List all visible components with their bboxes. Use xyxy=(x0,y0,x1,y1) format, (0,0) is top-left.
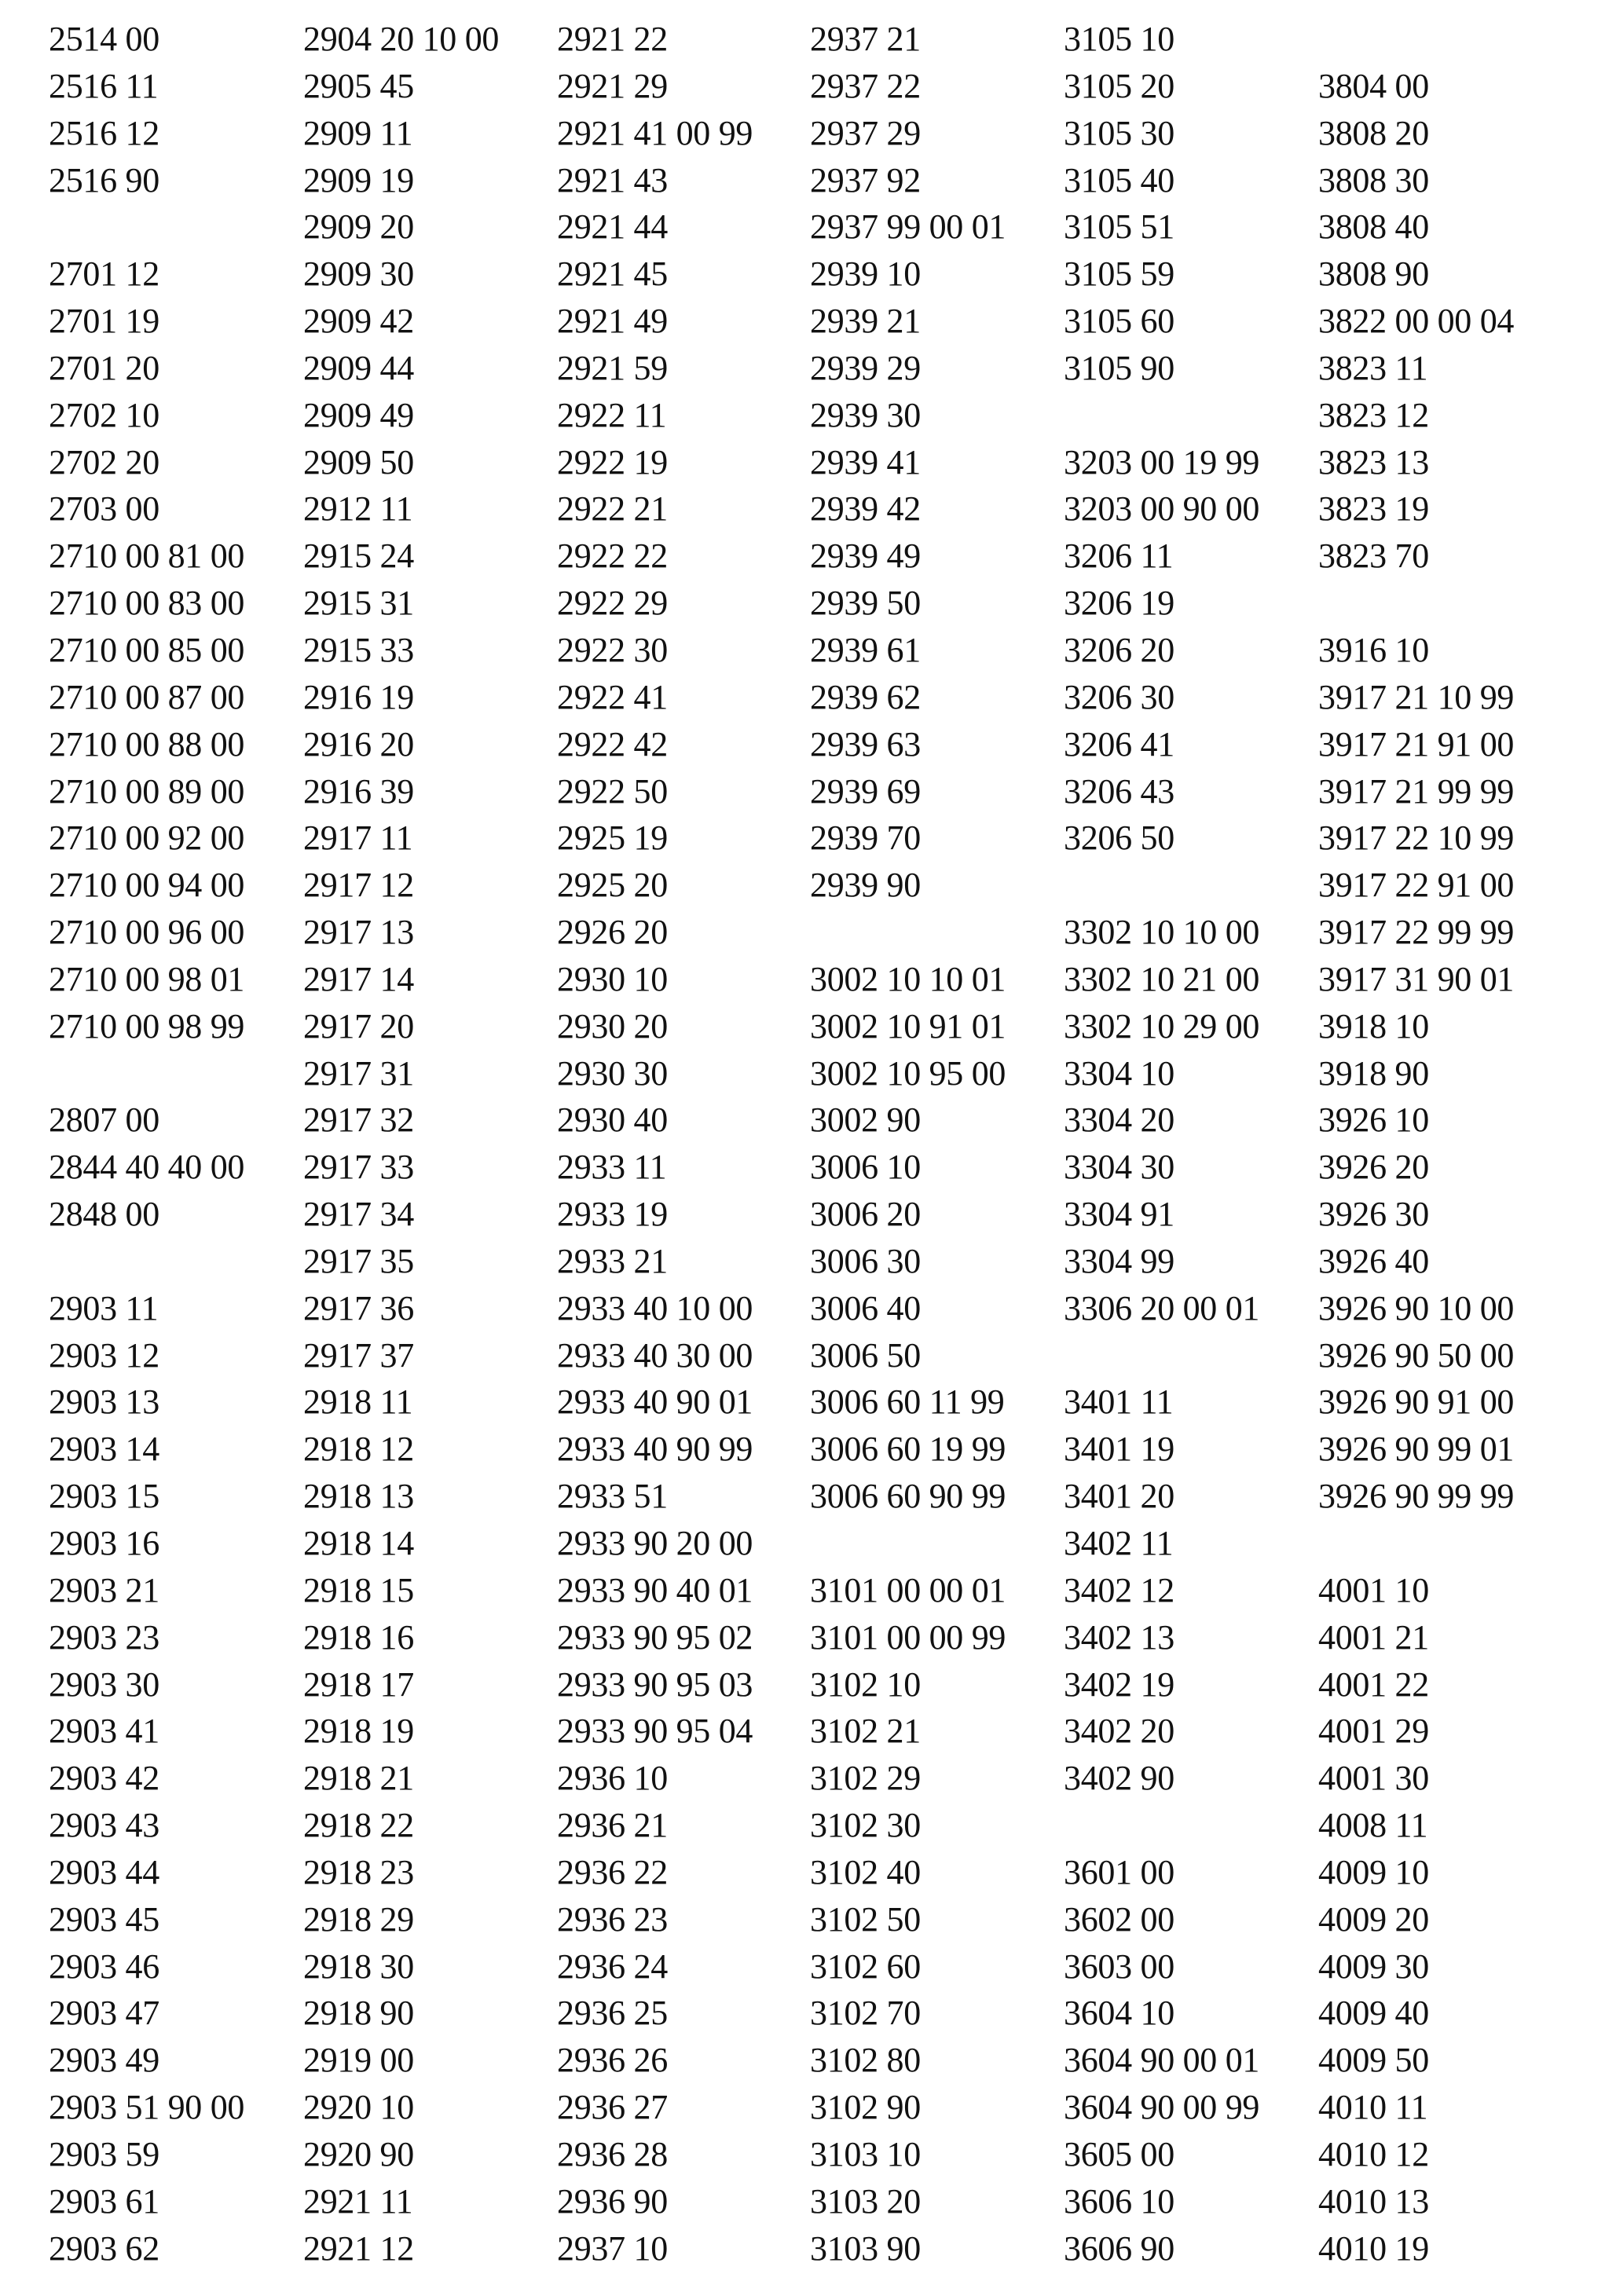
code-entry: 2925 19 xyxy=(557,818,668,858)
code-entry xyxy=(49,203,244,251)
code-entry: 2903 11 xyxy=(49,1288,159,1327)
code-entry: 3103 90 xyxy=(810,2228,921,2268)
code-entry: 3604 10 xyxy=(1064,1994,1174,2033)
code-entry: 3105 20 xyxy=(1064,66,1174,105)
code-entry: 3105 90 xyxy=(1064,348,1174,387)
code-entry: 3102 60 xyxy=(810,1946,921,1986)
code-entry: 2936 90 xyxy=(557,2181,668,2221)
code-entry: 2936 27 xyxy=(557,2088,668,2127)
code-entry: 2933 40 30 00 xyxy=(557,1335,753,1375)
code-entry: 2922 19 xyxy=(557,442,668,482)
code-entry: 2915 31 xyxy=(303,584,414,623)
code-entry: 4001 22 xyxy=(1318,1664,1429,1704)
code-entry: 3917 22 91 00 xyxy=(1318,866,1515,905)
code-entry: 2937 10 xyxy=(557,2228,668,2268)
code-entry: 2918 19 xyxy=(303,1712,414,1751)
code-entry: 3926 40 xyxy=(1318,1241,1429,1280)
code-entry: 2921 43 xyxy=(557,160,668,200)
code-entry: 4009 10 xyxy=(1318,1852,1429,1891)
code-entry: 2918 15 xyxy=(303,1570,414,1609)
code-entry: 2918 16 xyxy=(303,1617,414,1657)
code-entry: 2912 11 xyxy=(303,489,413,529)
code-entry: 3206 41 xyxy=(1064,724,1174,764)
code-column-6 xyxy=(1318,16,1514,2272)
code-entry: 2930 20 xyxy=(557,1006,668,1045)
code-entry: 2903 45 xyxy=(49,1899,159,1939)
code-entry: 2916 39 xyxy=(303,771,414,811)
code-entry: 4009 30 xyxy=(1318,1946,1429,1986)
code-entry: 3401 20 xyxy=(1064,1477,1174,1516)
code-entry: 3804 00 xyxy=(1318,66,1429,105)
code-entry: 2933 90 95 02 xyxy=(557,1617,753,1657)
code-entry: 2939 10 xyxy=(810,255,921,294)
code-entry: 2930 40 xyxy=(557,1100,668,1140)
code-entry: 2918 90 xyxy=(303,1994,414,2033)
code-column-2 xyxy=(303,16,499,2272)
code-entry: 2933 40 90 01 xyxy=(557,1382,753,1422)
code-entry: 2903 43 xyxy=(49,1806,159,1845)
code-entry: 2937 21 xyxy=(810,20,921,58)
code-entry: 2917 32 xyxy=(303,1100,414,1140)
code-entry: 3601 00 xyxy=(1064,1852,1174,1891)
code-entry: 3823 13 xyxy=(1318,442,1429,482)
code-entry: 3605 00 xyxy=(1064,2134,1174,2173)
code-entry: 3306 20 00 01 xyxy=(1064,1288,1260,1327)
code-entry: 3917 21 91 00 xyxy=(1318,724,1515,764)
code-entry: 2710 00 85 00 xyxy=(49,630,245,669)
code-entry: 2933 21 xyxy=(557,1241,668,1280)
code-entry: 2918 22 xyxy=(303,1806,414,1845)
code-entry: 3917 22 10 99 xyxy=(1318,818,1515,858)
code-entry xyxy=(810,1520,1006,1567)
code-entry: 2848 00 xyxy=(49,1195,159,1234)
code-entry: 2710 00 94 00 xyxy=(49,866,245,905)
code-entry: 2925 20 xyxy=(557,866,668,905)
code-entry: 2917 14 xyxy=(303,959,414,998)
code-entry: 3006 50 xyxy=(810,1335,921,1375)
code-entry: 3206 43 xyxy=(1064,771,1174,811)
code-entry: 3304 20 xyxy=(1064,1100,1174,1140)
code-entry: 2919 00 xyxy=(303,2041,414,2080)
code-entry: 3822 00 00 04 xyxy=(1318,302,1515,341)
code-entry: 2920 10 xyxy=(303,2088,414,2127)
code-entry: 3206 19 xyxy=(1064,584,1174,623)
code-column-1 xyxy=(49,16,244,2272)
code-entry: 3823 11 xyxy=(1318,348,1428,387)
code-entry: 2918 21 xyxy=(303,1759,414,1798)
code-entry: 2939 42 xyxy=(810,489,921,529)
code-entry: 2936 26 xyxy=(557,2041,668,2080)
code-entry: 2917 12 xyxy=(303,866,414,905)
code-entry: 2703 00 xyxy=(49,489,159,529)
code-entry: 3203 00 19 99 xyxy=(1064,442,1260,482)
code-entry: 2917 13 xyxy=(303,913,414,952)
code-entry: 3302 10 21 00 xyxy=(1064,959,1260,998)
code-entry: 3604 90 00 01 xyxy=(1064,2041,1260,2080)
code-entry: 3002 10 95 00 xyxy=(810,1053,1006,1093)
code-entry: 2933 90 40 01 xyxy=(557,1570,753,1609)
code-entry: 2909 44 xyxy=(303,348,414,387)
code-entry: 4010 12 xyxy=(1318,2134,1429,2173)
code-entry: 3926 90 99 01 xyxy=(1318,1430,1515,1469)
code-entry: 2702 10 xyxy=(49,395,159,434)
code-entry: 2933 19 xyxy=(557,1195,668,1234)
code-entry: 3203 00 90 00 xyxy=(1064,489,1260,529)
code-entry: 2939 63 xyxy=(810,724,921,764)
code-entry: 3402 11 xyxy=(1064,1524,1174,1562)
code-entry: 2905 45 xyxy=(303,66,414,105)
code-entry: 3401 11 xyxy=(1064,1382,1174,1422)
code-entry: 3102 29 xyxy=(810,1759,921,1798)
code-entry: 2918 23 xyxy=(303,1852,414,1891)
code-entry: 3103 20 xyxy=(810,2181,921,2221)
code-entry: 2909 42 xyxy=(303,302,414,341)
code-entry: 3105 10 xyxy=(1064,20,1174,58)
code-entry: 2921 59 xyxy=(557,348,668,387)
code-entry: 2922 22 xyxy=(557,536,668,576)
code-entry: 2710 00 92 00 xyxy=(49,818,245,858)
code-entry: 2903 42 xyxy=(49,1759,159,1798)
code-entry: 2939 62 xyxy=(810,677,921,716)
code-entry: 2939 90 xyxy=(810,866,921,905)
code-entry: 2921 44 xyxy=(557,207,668,247)
code-entry: 3402 13 xyxy=(1064,1617,1174,1657)
code-entry: 2909 20 xyxy=(303,207,414,247)
code-entry: 2917 33 xyxy=(303,1148,414,1187)
code-entry: 2933 40 10 00 xyxy=(557,1288,753,1327)
code-entry: 4001 10 xyxy=(1318,1570,1429,1609)
code-entry: 4001 29 xyxy=(1318,1712,1429,1751)
code-entry: 3304 99 xyxy=(1064,1241,1174,1280)
code-entry: 2903 21 xyxy=(49,1570,159,1609)
code-entry: 2921 11 xyxy=(303,2181,413,2221)
code-entry: 3606 10 xyxy=(1064,2181,1174,2221)
code-entry: 2933 40 90 99 xyxy=(557,1430,753,1469)
code-entry: 3604 90 00 99 xyxy=(1064,2088,1260,2127)
code-entry: 4009 20 xyxy=(1318,1899,1429,1939)
code-entry: 2909 50 xyxy=(303,442,414,482)
code-entry: 2939 70 xyxy=(810,818,921,858)
code-entry: 2903 23 xyxy=(49,1617,159,1657)
code-entry: 2903 49 xyxy=(49,2041,159,2080)
code-entry: 2807 00 xyxy=(49,1100,159,1140)
code-entry: 3102 70 xyxy=(810,1994,921,2033)
code-entry: 2922 21 xyxy=(557,489,668,529)
code-entry: 2909 30 xyxy=(303,255,414,294)
code-entry: 2930 30 xyxy=(557,1053,668,1093)
code-entry: 3926 30 xyxy=(1318,1195,1429,1234)
code-entry: 2710 00 81 00 xyxy=(49,536,245,576)
code-entry: 3808 30 xyxy=(1318,160,1429,200)
code-entry: 2710 00 96 00 xyxy=(49,913,245,952)
code-entry: 2917 31 xyxy=(303,1053,414,1093)
code-entry: 2909 49 xyxy=(303,395,414,434)
code-entry: 2921 49 xyxy=(557,302,668,341)
code-entry xyxy=(1064,392,1259,439)
code-entry: 2939 29 xyxy=(810,348,921,387)
code-entry: 4001 21 xyxy=(1318,1617,1429,1657)
code-entry: 3926 90 91 00 xyxy=(1318,1382,1515,1422)
code-entry: 2918 13 xyxy=(303,1477,414,1516)
code-entry: 2903 30 xyxy=(49,1664,159,1704)
code-entry: 2933 51 xyxy=(557,1477,668,1516)
code-entry: 2917 37 xyxy=(303,1335,414,1375)
code-column-5 xyxy=(1064,16,1259,2272)
code-entry: 3917 21 10 99 xyxy=(1318,677,1515,716)
code-entry xyxy=(1318,1520,1514,1567)
code-entry: 2701 20 xyxy=(49,348,159,387)
code-entry: 2909 11 xyxy=(303,113,413,152)
code-entry: 3006 60 90 99 xyxy=(810,1477,1006,1516)
code-entry: 2933 90 95 04 xyxy=(557,1712,753,1751)
code-entry: 2921 22 xyxy=(557,20,668,58)
code-entry: 2922 11 xyxy=(557,395,667,434)
code-entry: 2710 00 89 00 xyxy=(49,771,245,811)
code-entry: 3926 90 50 00 xyxy=(1318,1335,1515,1375)
code-entry: 3006 60 19 99 xyxy=(810,1430,1006,1469)
code-entry: 2903 16 xyxy=(49,1524,159,1562)
code-entry: 2939 61 xyxy=(810,630,921,669)
code-entry: 2917 34 xyxy=(303,1195,414,1234)
code-entry: 2922 29 xyxy=(557,584,668,623)
code-entry: 3304 10 xyxy=(1064,1053,1174,1093)
code-entry: 3402 12 xyxy=(1064,1570,1174,1609)
code-entry: 3823 70 xyxy=(1318,536,1429,576)
code-entry: 3102 21 xyxy=(810,1712,921,1751)
code-entry: 2916 20 xyxy=(303,724,414,764)
code-entry: 4010 19 xyxy=(1318,2228,1429,2268)
code-entry: 2903 13 xyxy=(49,1382,159,1422)
code-entry: 3102 90 xyxy=(810,2088,921,2127)
code-entry: 2936 22 xyxy=(557,1852,668,1891)
code-entry: 2909 19 xyxy=(303,160,414,200)
code-entry xyxy=(810,909,1006,956)
code-entry: 3926 90 10 00 xyxy=(1318,1288,1515,1327)
code-entry: 2701 12 xyxy=(49,255,159,294)
code-entry: 3006 10 xyxy=(810,1148,921,1187)
code-entry: 3006 60 11 99 xyxy=(810,1382,1005,1422)
code-entry: 3603 00 xyxy=(1064,1946,1174,1986)
code-entry: 2939 41 xyxy=(810,442,921,482)
code-entry: 3006 40 xyxy=(810,1288,921,1327)
code-entry: 3926 90 99 99 xyxy=(1318,1477,1515,1516)
code-entry: 2933 11 xyxy=(557,1148,667,1187)
code-entry: 2916 19 xyxy=(303,677,414,716)
code-entry: 3302 10 10 00 xyxy=(1064,913,1260,952)
code-entry: 2939 21 xyxy=(810,302,921,341)
code-entry xyxy=(49,1050,244,1097)
code-entry xyxy=(1318,580,1514,627)
code-entry: 4009 50 xyxy=(1318,2041,1429,2080)
code-entry: 3006 20 xyxy=(810,1195,921,1234)
code-entry: 2904 20 10 00 xyxy=(303,20,500,58)
code-entry: 2710 00 98 99 xyxy=(49,1006,245,1045)
code-entry: 2937 99 00 01 xyxy=(810,207,1006,247)
code-entry: 3206 50 xyxy=(1064,818,1174,858)
code-entry: 2921 45 xyxy=(557,255,668,294)
code-entry: 2936 28 xyxy=(557,2134,668,2173)
code-entry: 3101 00 00 99 xyxy=(810,1617,1006,1657)
code-entry: 2915 24 xyxy=(303,536,414,576)
code-entry: 2701 19 xyxy=(49,302,159,341)
code-entry xyxy=(49,1238,244,1285)
code-entry: 3917 31 90 01 xyxy=(1318,959,1515,998)
code-entry: 3918 10 xyxy=(1318,1006,1429,1045)
code-entry: 2710 00 88 00 xyxy=(49,724,245,764)
code-entry: 3002 10 10 01 xyxy=(810,959,1006,998)
code-entry: 3916 10 xyxy=(1318,630,1429,669)
code-entry: 2937 22 xyxy=(810,66,921,105)
code-entry: 3926 10 xyxy=(1318,1100,1429,1140)
code-entry: 3823 19 xyxy=(1318,489,1429,529)
code-entry: 4010 13 xyxy=(1318,2181,1429,2221)
code-entry: 2903 61 xyxy=(49,2181,159,2221)
code-entry: 3105 30 xyxy=(1064,113,1174,152)
code-entry: 2921 41 00 99 xyxy=(557,113,753,152)
code-entry: 2926 20 xyxy=(557,913,668,952)
code-entry: 2903 15 xyxy=(49,1477,159,1516)
code-entry: 2939 49 xyxy=(810,536,921,576)
code-entry: 2922 30 xyxy=(557,630,668,669)
code-entry: 2917 20 xyxy=(303,1006,414,1045)
code-entry: 3808 40 xyxy=(1318,207,1429,247)
code-entry: 2903 12 xyxy=(49,1335,159,1375)
code-entry: 3304 91 xyxy=(1064,1195,1174,1234)
code-entry: 2936 24 xyxy=(557,1946,668,1986)
code-entry: 4010 11 xyxy=(1318,2088,1428,2127)
code-entry: 2915 33 xyxy=(303,630,414,669)
code-entry: 3402 20 xyxy=(1064,1712,1174,1751)
code-entry: 2922 50 xyxy=(557,771,668,811)
code-entry: 2516 12 xyxy=(49,113,159,152)
code-entry: 2903 51 90 00 xyxy=(49,2088,245,2127)
code-entry: 2922 42 xyxy=(557,724,668,764)
code-entry: 2918 12 xyxy=(303,1430,414,1469)
code-entry: 2936 23 xyxy=(557,1899,668,1939)
code-entry: 2917 35 xyxy=(303,1241,414,1280)
code-entry: 3918 90 xyxy=(1318,1053,1429,1093)
code-entry: 2918 17 xyxy=(303,1664,414,1704)
code-entry: 2933 90 20 00 xyxy=(557,1524,753,1562)
code-entry: 2903 62 xyxy=(49,2228,159,2268)
code-entry: 3102 10 xyxy=(810,1664,921,1704)
code-entry: 2937 92 xyxy=(810,160,921,200)
code-entry: 2903 14 xyxy=(49,1430,159,1469)
code-entry: 3917 21 99 99 xyxy=(1318,771,1515,811)
code-entry: 2516 11 xyxy=(49,66,159,105)
code-entry: 2937 29 xyxy=(810,113,921,152)
code-entry: 3105 51 xyxy=(1064,207,1174,247)
code-entry: 2918 11 xyxy=(303,1382,413,1422)
code-entry: 3206 20 xyxy=(1064,630,1174,669)
code-entry: 2903 44 xyxy=(49,1852,159,1891)
code-entry: 2922 41 xyxy=(557,677,668,716)
code-entry xyxy=(1064,1332,1259,1379)
code-column-3 xyxy=(557,16,753,2272)
code-entry: 2930 10 xyxy=(557,959,668,998)
code-entry: 2702 20 xyxy=(49,442,159,482)
code-entry: 2933 90 95 03 xyxy=(557,1664,753,1704)
code-entry: 3926 20 xyxy=(1318,1148,1429,1187)
code-entry: 3917 22 99 99 xyxy=(1318,913,1515,952)
code-entry: 4009 40 xyxy=(1318,1994,1429,2033)
code-entry: 3105 59 xyxy=(1064,255,1174,294)
code-entry: 3402 90 xyxy=(1064,1759,1174,1798)
code-entry: 3002 90 xyxy=(810,1100,921,1140)
code-entry: 4001 30 xyxy=(1318,1759,1429,1798)
code-entry: 3602 00 xyxy=(1064,1899,1174,1939)
code-entry: 2918 30 xyxy=(303,1946,414,1986)
code-entry: 2903 47 xyxy=(49,1994,159,2033)
code-entry: 2936 10 xyxy=(557,1759,668,1798)
code-entry: 3101 00 00 01 xyxy=(810,1570,1006,1609)
code-entry: 2710 00 83 00 xyxy=(49,584,245,623)
code-entry: 2844 40 40 00 xyxy=(49,1148,245,1187)
code-entry: 2936 25 xyxy=(557,1994,668,2033)
code-entry: 3823 12 xyxy=(1318,395,1429,434)
code-entry: 2903 41 xyxy=(49,1712,159,1751)
code-entry: 2918 14 xyxy=(303,1524,414,1562)
code-entry: 2917 11 xyxy=(303,818,413,858)
code-entry: 2516 90 xyxy=(49,160,159,200)
code-entry: 3102 50 xyxy=(810,1899,921,1939)
code-entry: 3401 19 xyxy=(1064,1430,1174,1469)
code-entry: 2921 29 xyxy=(557,66,668,105)
code-entry: 3808 90 xyxy=(1318,255,1429,294)
code-entry: 2918 29 xyxy=(303,1899,414,1939)
code-entry: 3808 20 xyxy=(1318,113,1429,152)
code-entry xyxy=(1064,862,1259,909)
code-entry xyxy=(1064,1802,1259,1849)
code-entry: 2903 59 xyxy=(49,2134,159,2173)
code-entry: 3206 11 xyxy=(1064,536,1174,576)
code-entry: 3105 60 xyxy=(1064,302,1174,341)
code-entry: 2921 12 xyxy=(303,2228,414,2268)
code-entry: 2936 21 xyxy=(557,1806,668,1845)
code-entry: 2903 46 xyxy=(49,1946,159,1986)
code-entry: 2917 36 xyxy=(303,1288,414,1327)
code-entry: 3103 10 xyxy=(810,2134,921,2173)
code-entry: 4008 11 xyxy=(1318,1806,1428,1845)
code-entry: 3002 10 91 01 xyxy=(810,1006,1006,1045)
code-entry: 3105 40 xyxy=(1064,160,1174,200)
code-entry: 3006 30 xyxy=(810,1241,921,1280)
code-entry: 2939 30 xyxy=(810,395,921,434)
code-entry: 3102 80 xyxy=(810,2041,921,2080)
code-entry: 2920 90 xyxy=(303,2134,414,2173)
code-entry: 3402 19 xyxy=(1064,1664,1174,1704)
code-entry: 3206 30 xyxy=(1064,677,1174,716)
code-entry: 3102 30 xyxy=(810,1806,921,1845)
code-entry: 2939 69 xyxy=(810,771,921,811)
code-entry: 3606 90 xyxy=(1064,2228,1174,2268)
code-column-4 xyxy=(810,16,1006,2272)
code-entry: 3102 40 xyxy=(810,1852,921,1891)
code-entry: 3304 30 xyxy=(1064,1148,1174,1187)
code-entry: 2514 00 xyxy=(49,20,159,58)
code-entry xyxy=(1318,16,1514,63)
code-entry: 2710 00 87 00 xyxy=(49,677,245,716)
code-entry: 2710 00 98 01 xyxy=(49,959,245,998)
code-entry: 2939 50 xyxy=(810,584,921,623)
code-entry: 3302 10 29 00 xyxy=(1064,1006,1260,1045)
